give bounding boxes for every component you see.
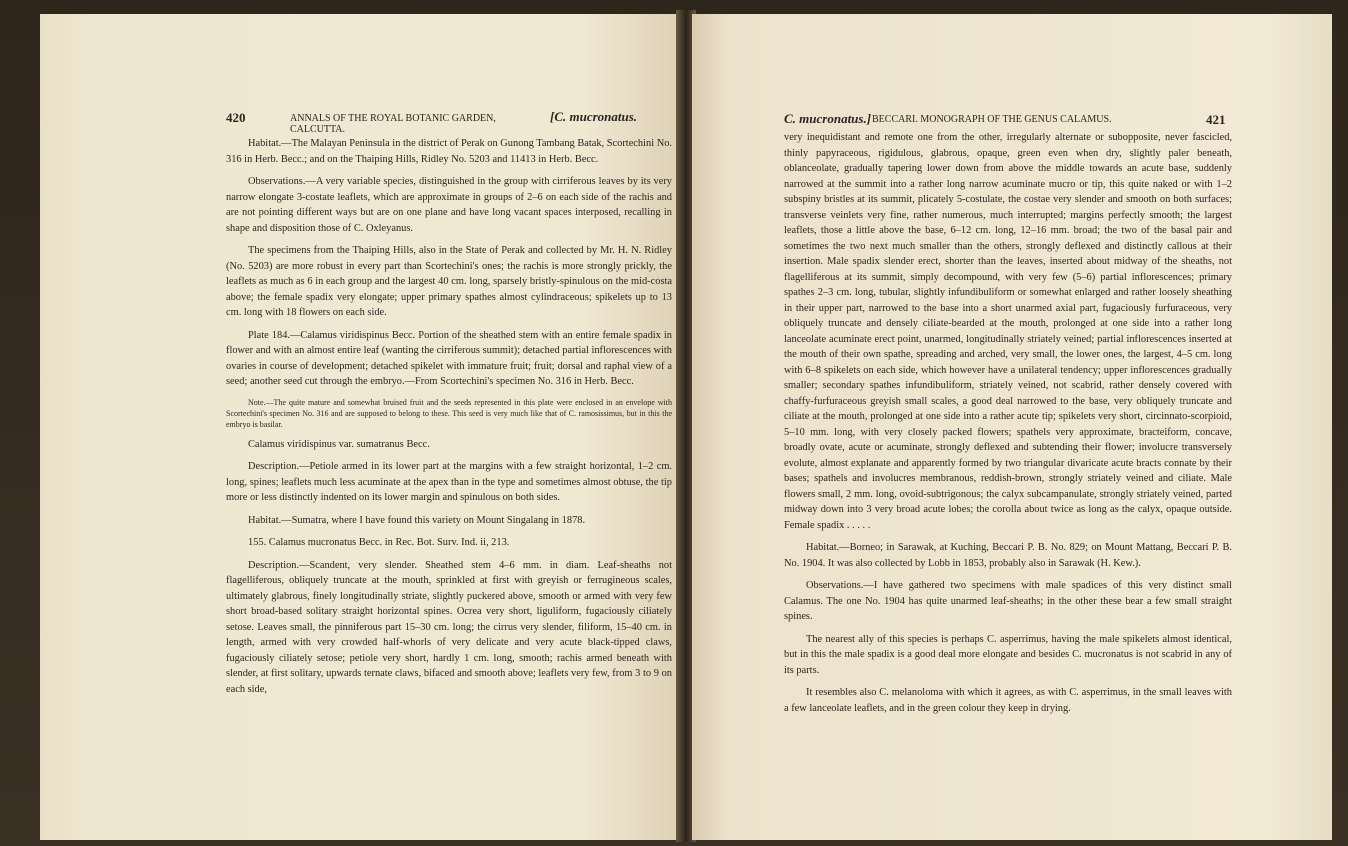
paragraph: Observations.—A very variable species, distinguished in the group with cirriferous leaves by its very narrow elongate 3-costate leaflets, which are approximate in groups of 2–6 on each side of the rachis and are not pointing different ways but are on one plane and have long vacant spaces interposed, recalling in shape and disposition those of C. Oxleyanus. <box>226 176 672 234</box>
paragraph: Habitat.—Sumatra, where I have found this variety on Mount Singalang in 1878. <box>248 514 586 526</box>
paragraph: Calamus viridispinus var. sumatranus Becc. <box>248 438 430 450</box>
paragraph: The specimens from the Thaiping Hills, also in the State of Perak and collected by Mr. H. N. Ridley (No. 5203) are more robust in every part than Scortechini's ones; the rachis is more strongly prickly, the leaflets as much as 6 in each group and the largest 40 cm. long, sparsely bristly-spinulous on the mid-costa above; the female spadix very elongate; upper primary spathes almost cylindraceous; spikelets up to 13 cm. long with 18 flowers on each side. <box>226 245 672 318</box>
paragraph: It resembles also C. melanoloma with which it agrees, as with C. asperrimus, in the small leaves with a few lanceolate leaflets, and in the green colour they keep in drying. <box>784 687 1232 714</box>
right-page <box>692 14 1332 840</box>
paragraph: Habitat.—Borneo; in Sarawak, at Kuching, Beccari P. B. No. 829; on Mount Mattang, Beccari P. B. No. 1904. It was also collected by Lobb in 1853, probably also in Sarawak (H. Kew.). <box>784 542 1232 569</box>
section-tag: C. mucronatus.] <box>784 111 872 126</box>
paragraph: Habitat.—The Malayan Peninsula in the district of Perak on Gunong Tambang Batak, Scortechini No. 316 in Herb. Becc.; and on the Thaiping Hills, Ridley No. 5203 and 11413 in Herb. Becc. <box>226 138 672 165</box>
running-title: BECCARI. MONOGRAPH OF THE GENUS CALAMUS. <box>872 114 1112 125</box>
right-text-body <box>784 130 1232 723</box>
running-title: ANNALS OF THE ROYAL BOTANIC GARDEN, CALCUTTA. <box>290 113 496 135</box>
paragraph: The nearest ally of this species is perhaps C. asperrimus, having the male spikelets almost identical, but in this the male spadix is a good deal more elongate and besides C. mucronatus is not scabrid in any of its parts. <box>784 633 1232 676</box>
left-page <box>40 14 680 840</box>
paragraph: Observations.—I have gathered two specimens with male spadices of this very distinct small Calamus. The one No. 1904 has quite unarmed leaf-sheaths; in the other these bear a few small straight spines. <box>784 580 1232 622</box>
section-tag: [C. mucronatus. <box>550 109 638 124</box>
paragraph: Plate 184.—Calamus viridispinus Becc. Portion of the sheathed stem with an entire female spadix in flower and with an almost entire leaf (wanting the cirriferous summit); detached partial inflorescences with ovaries in course of development; detached spikelet with immature fruit; fruit; dorsal and raphal view of a seed; another seed cut through the embryo.—From Scortechini's specimen No. 316 in Herb. Becc. <box>226 329 672 387</box>
paragraph: 155. Calamus mucronatus Becc. in Rec. Bot. Surv. Ind. ii, 213. <box>248 537 510 548</box>
paragraph: Description.—Petiole armed in its lower part at the margins with a few straight horizontal, 1–2 cm. long, spines; leaflets much less acuminate at the apex than in the type and sometimes almost obtuse, the tip more or less distinctly indented on its lower margin and spinulous on both sides. <box>226 461 672 503</box>
paragraph: very inequidistant and remote one from the other, irregularly alternate or subopposite, never fascicled, thinly papyraceous, rigidulous, glabrous, opaque, green even when dry, slightly paler beneath, oblanceolate, gradually tapering lower down from above the middle towards an acute base, suddenly narrowed at the summit into a rather long narrow acuminate mucro or tip, this quite naked or with 1–2 subspiny bristles at its summit, plicately 5-costulate, the costae very slender and smooth on both surfaces; transverse veinlets very fine, rather numerous, much interrupted; margins perfectly smooth; the largest leaflets, those a little above the base, 6–12 cm. long, 12–16 mm. broad; the two of the basal pair and sometimes the two next much smaller than the others, strongly deflexed and distinctly callous at their insertion. Male spadix slender erect, shorter than the leaves, inserted about midway of the sheaths, not flagelliferous at its summit, simply decompound, with very few (5–6) partial inflorescences; primary spathes 2–3 cm. long, tubular, slightly infundibuliform or somewhat enlarged and rather loosely sheathing in their upper part, narrowed to the base into a short unarmed axial part, fugaciously furfuraceous, very obliquely truncate and densely ciliate-bearded at the mouth, prolonged at one side into a rather long lanceolate acuminate erect point, unarmed, longitudinally striately veined; partial inflorescences inserted at the mouth of their own spathe, spreading and arched, very small, the lower ones, the largest, 4–5 cm. long with 6–8 spikelets on each side, which however have a unilateral tendency; upper inflorescences gradually smaller; secondary spathes infundibuliform, striately veined, not scabrid, rather densely covered with chaffy-furfuraceous greyish small scales, a good deal narrowed to the base, very obliquely truncate and ciliate at the mouth, prolonged at one side into a rather acute tip; spikelets very short, circinnato-scorpioid, 5–10 mm. long, with very closely packed flowers; spathels very approximate, bracteiform, concave, broadly ovate, acute or acuminate, strongly deflexed and subtending their flower; involucre transversely evolute, almost explanate and apparently formed by two triangular divaricate acute bracts connate by their bases; spathels and involucres membranous, reddish-brown, strongly striately veined and ciliate. Male flowers small, 2 mm. long, ovoid-subtrigonous; the calyx subcampanulate, strongly striately veined, parted midway down into 3 very broad acute lobes; the corolla about twice as long as the calyx, opaque outside. Female spadix . . . . . <box>784 132 1232 531</box>
page-number: 420 <box>226 110 246 125</box>
left-text-body <box>226 136 672 704</box>
paragraph: Description.—Scandent, very slender. Sheathed stem 4–6 mm. in diam. Leaf-sheaths not flagelliferous, obliquely truncate at the mouth, sprinkled at first with greyish or ferrugineous scales, ultimately glabrous, finely longitudinally striate, slightly puckered above, smooth or armed with very few short broad-based solitary straight horizontal spines. Ocrea very short, liguliform, fugaciously ciliately setose. Leaves small, the pinniferous part 15–30 cm. long; the cirrus very slender, filiform, 15–40 cm. in length, armed with very crowded half-whorls of very delicate and very acute black-tipped claws, fugaciously ciliately setose; petiole very short, hardly 1 cm. long, smooth; rachis armed beneath with slender, at first solitary, upwards ternate claws, bifaced and smooth above; leaflets very few, from 3 to 9 on each side, <box>226 559 672 695</box>
note: Note.—The quite mature and somewhat bruised fruit and the seeds represented in this plate were enclosed in an envelope with Scortechini's specimen No. 316 and are supposed to belong to these. This seed is very much like that of C. ramosissimus, but in this the embryo is basilar. <box>226 397 672 429</box>
page-number: 421 <box>1206 112 1226 127</box>
